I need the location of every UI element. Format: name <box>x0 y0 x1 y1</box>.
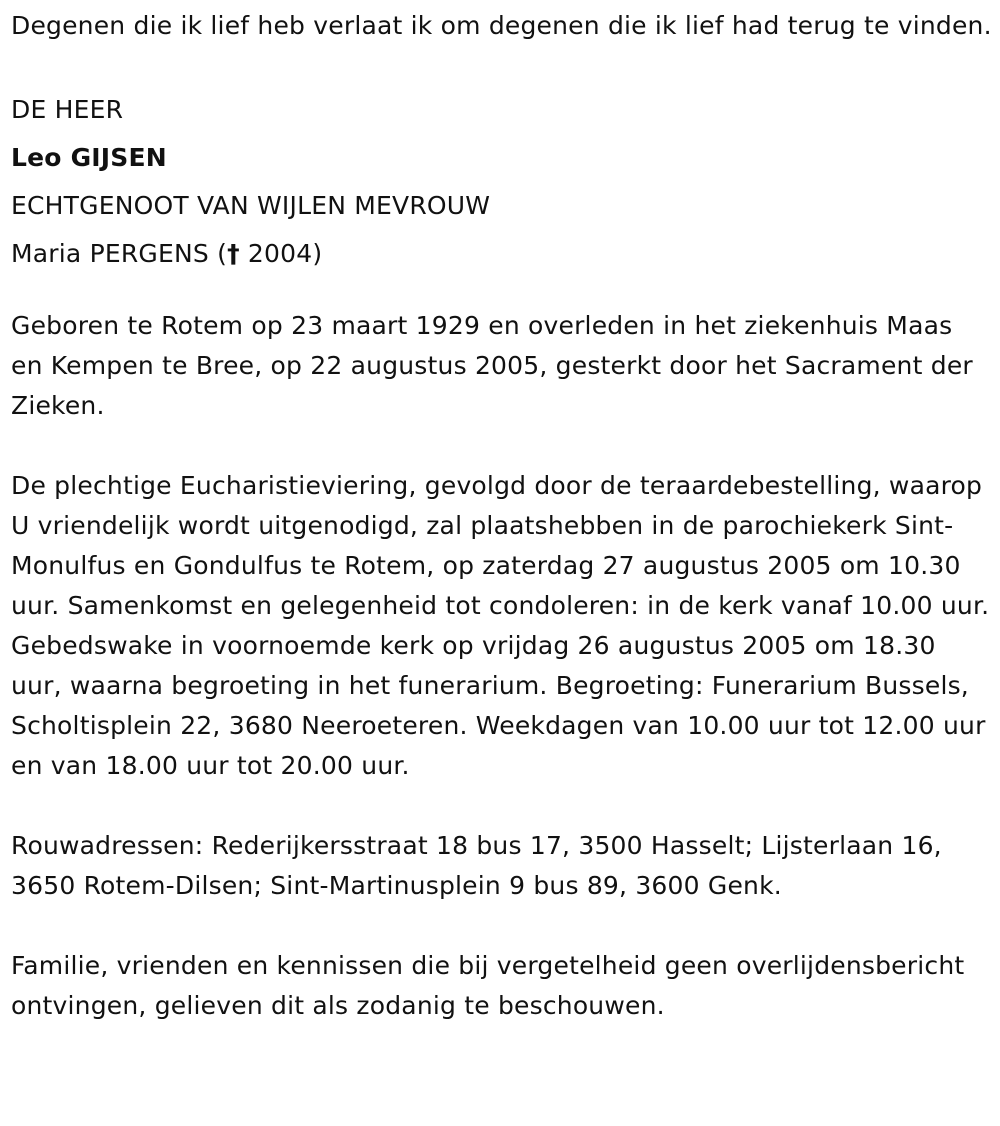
motto-text: Degenen die ik lief heb verlaat ik om degenen die ik lief had terug te vinden. <box>11 11 992 40</box>
spouse-name: Maria PERGENS ( <box>11 239 228 268</box>
addresses-paragraph: Rouwadressen: Rederijkersstraat 18 bus 17, 3500 Hasselt; Lijsterlaan 16, 3650 Rotem-Dilsen; Sint-Martinusplein 9 bus 89, 3600 Genk. <box>11 831 942 900</box>
birth-death-paragraph: Geboren te Rotem op 23 maart 1929 en overleden in het ziekenhuis Maas en Kempen te Bree, op 22 augustus 2005, gesterkt door het Sacrament der Zieken. <box>11 311 973 420</box>
spouse-intro: ECHTGENOOT VAN WIJLEN MEVROUW <box>11 191 491 220</box>
spacer <box>11 426 992 466</box>
ceremony-paragraph: De plechtige Eucharistieviering, gevolgd door de teraardebestelling, waarop U vriendelijk wordt uitgenodigd, zal plaatshebben in de parochiekerk Sint-Monulfus en Gondulfus te Rotem, op zaterdag 27 augustus 2005 om 10.30 uur. Samenkomst en gelegenheid tot condoleren: in de kerk vanaf 10.00 uur. Gebedswake in voornoemde kerk op vrijdag 26 augustus 2005 om 18.30 uur, waarna begroeting in het funerarium. Begroeting: Funerarium Bussels, Scholtisplein 22, 3680 Neeroeteren. Weekdagen van 10.00 uur tot 12.00 uur en van 18.00 uur tot 20.00 uur. <box>11 471 990 780</box>
title-line: DE HEER <box>11 95 124 124</box>
spouse-line <box>11 230 992 278</box>
spacer <box>11 906 992 946</box>
deceased-header <box>11 86 992 278</box>
spacer <box>11 278 992 306</box>
spouse-year: 2004) <box>239 239 323 268</box>
spacer <box>11 786 992 826</box>
family-note-paragraph: Familie, vrienden en kennissen die bij vergetelheid geen overlijdensbericht ontvingen, gelieven dit als zodanig te beschouwen. <box>11 951 965 1020</box>
cross-icon: † <box>227 239 240 268</box>
deceased-name: Leo GIJSEN <box>11 143 167 172</box>
spacer <box>11 46 992 86</box>
